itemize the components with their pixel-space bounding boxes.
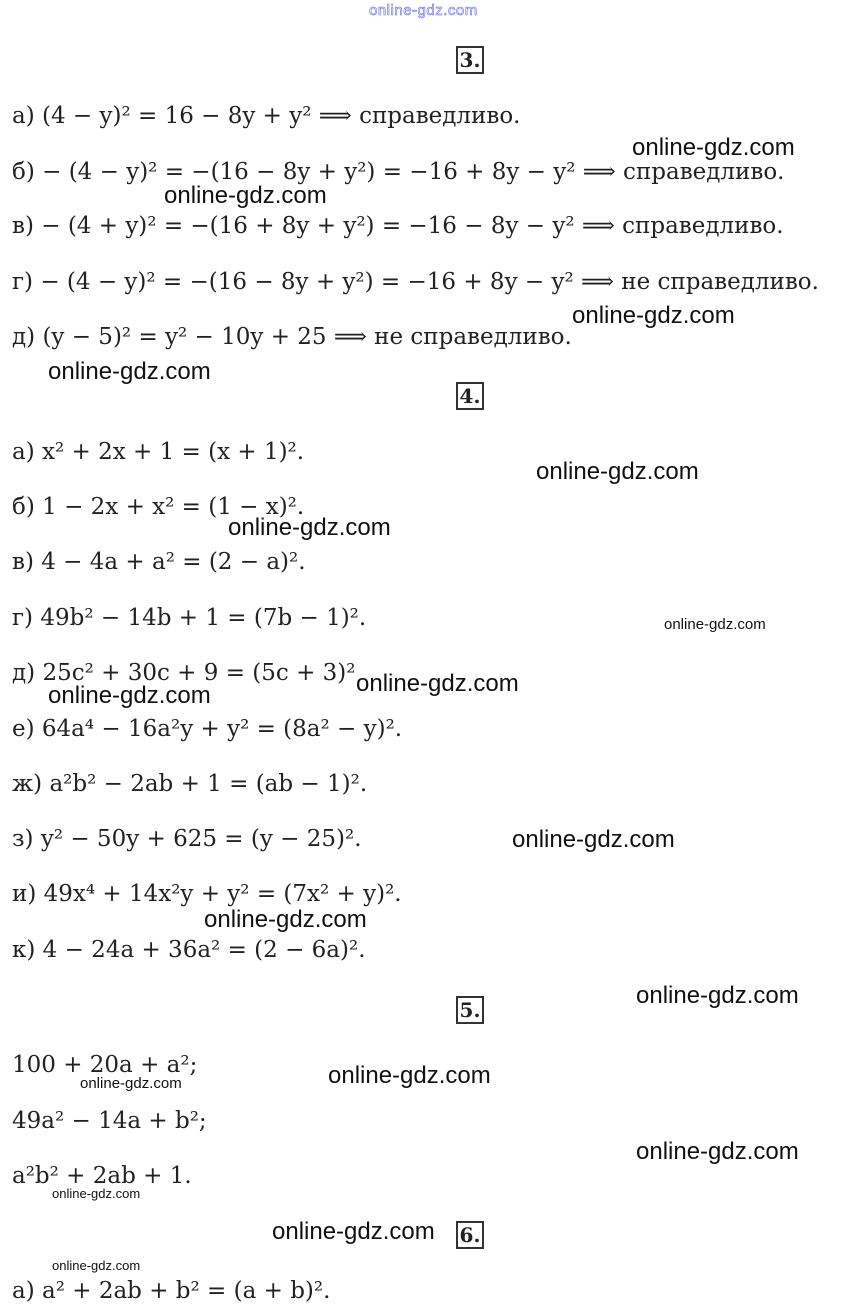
solution-line: е) 64a⁴ − 16a²y + y² = (8a² − y)². — [12, 716, 403, 742]
watermark: online-gdz.com — [48, 358, 211, 385]
solution-line: д) 25c² + 30c + 9 = (5c + 3)² — [12, 660, 356, 686]
section-number-5: 5. — [456, 996, 484, 1024]
watermark: online-gdz.com — [272, 1218, 435, 1245]
watermark: online-gdz.com — [632, 134, 795, 161]
watermark: online-gdz.com — [572, 302, 735, 329]
solution-line: г) 49b² − 14b + 1 = (7b − 1)². — [12, 605, 367, 631]
solution-line: д) (y − 5)² = y² − 10y + 25 ⟹ не справедливо. — [12, 324, 572, 350]
watermark: online-gdz.com — [356, 670, 519, 697]
solution-line: к) 4 − 24a + 36a² = (2 − 6a)². — [12, 937, 366, 963]
watermark: online-gdz.com — [664, 616, 766, 633]
watermark: online-gdz.com — [512, 826, 675, 853]
watermark: online-gdz.com — [52, 1186, 141, 1201]
solution-line: а) a² + 2ab + b² = (a + b)². — [12, 1278, 331, 1304]
solution-line: 49a² − 14a + b²; — [12, 1108, 207, 1134]
solution-line: a²b² + 2ab + 1. — [12, 1163, 192, 1189]
watermark: online-gdz.com — [536, 458, 699, 485]
section-number-4: 4. — [456, 382, 484, 410]
watermark: online-gdz.com — [636, 982, 799, 1009]
watermark: online-gdz.com — [636, 1138, 799, 1165]
section-number-3: 3. — [456, 46, 484, 74]
solution-line: 100 + 20a + a²; — [12, 1052, 198, 1078]
solution-line: а) x² + 2x + 1 = (x + 1)². — [12, 439, 305, 465]
watermark: online-gdz.com — [228, 514, 391, 541]
watermark: online-gdz.com — [328, 1062, 491, 1089]
solution-line: г) − (4 − y)² = −(16 − 8y + y²) = −16 + 8y − y² ⟹ не справедливо. — [12, 269, 819, 295]
section-number-6: 6. — [456, 1221, 484, 1249]
solution-line: б) 1 − 2x + x² = (1 − x)². — [12, 494, 305, 520]
solution-line: з) y² − 50y + 625 = (y − 25)². — [12, 826, 362, 852]
watermark: online-gdz.com — [52, 1258, 141, 1273]
solution-line: и) 49x⁴ + 14x²y + y² = (7x² + y)². — [12, 881, 402, 907]
solution-line: б) − (4 − y)² = −(16 − 8y + y²) = −16 + 8y − y² ⟹ справедливо. — [12, 159, 785, 185]
solution-line: в) − (4 + y)² = −(16 + 8y + y²) = −16 − 8y − y² ⟹ справедливо. — [12, 213, 784, 239]
watermark: online-gdz.com — [80, 1075, 182, 1092]
solution-line: ж) a²b² − 2ab + 1 = (ab − 1)². — [12, 771, 368, 797]
header-watermark: online-gdz.com — [369, 2, 478, 19]
solution-line: в) 4 − 4a + a² = (2 − a)². — [12, 549, 306, 575]
watermark: online-gdz.com — [164, 182, 327, 209]
solution-line: а) (4 − y)² = 16 − 8y + y² ⟹ справедливо. — [12, 103, 521, 129]
watermark: online-gdz.com — [48, 682, 211, 709]
watermark: online-gdz.com — [204, 906, 367, 933]
